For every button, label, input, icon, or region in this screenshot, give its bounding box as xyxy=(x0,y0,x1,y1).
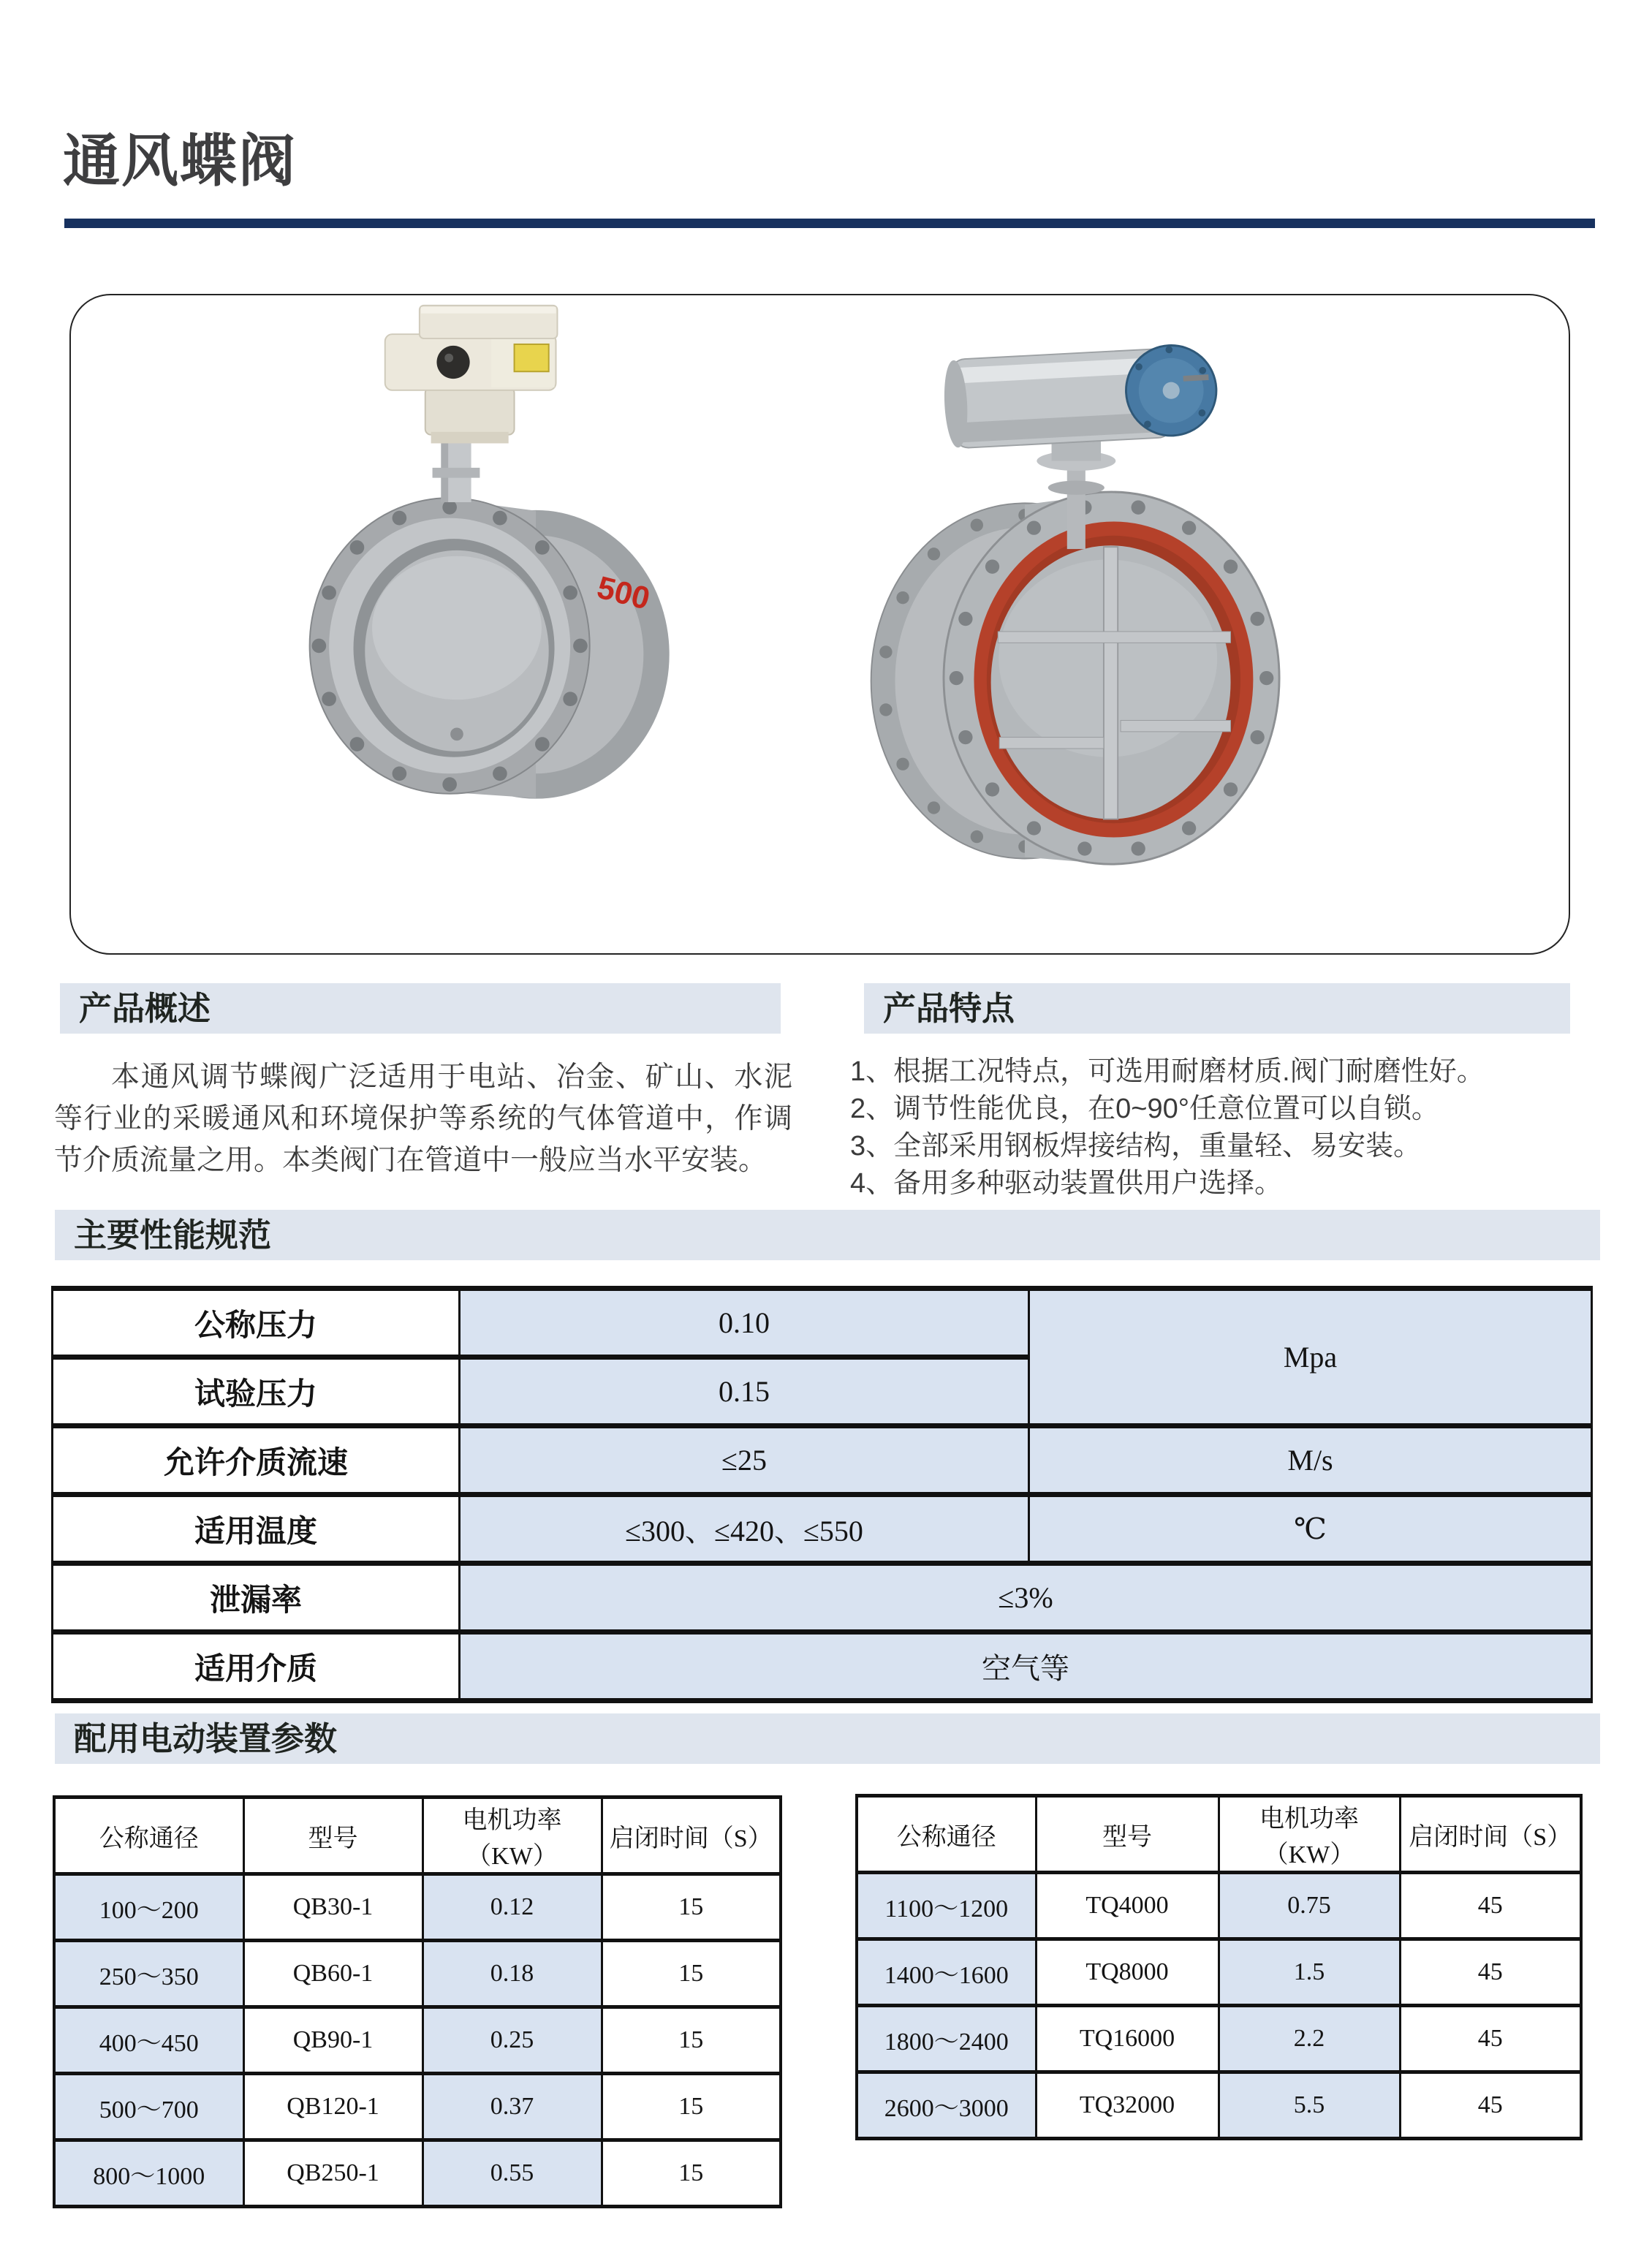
column-header: 公称通径 xyxy=(54,1798,243,1874)
perf-value-cell: 空气等 xyxy=(460,1632,1592,1701)
device-cell: 0.18 xyxy=(423,1941,602,2007)
device-cell: 400～450 xyxy=(54,2007,243,2074)
actuator-knob xyxy=(436,346,469,379)
disc-vertical-rib xyxy=(1104,547,1118,819)
table-row xyxy=(54,2140,781,2207)
electric-actuator xyxy=(385,306,558,444)
device-cell: 45 xyxy=(1400,1873,1581,1939)
section-header-devices: 配用电动装置参数 xyxy=(55,1713,1600,1764)
device-cell: 45 xyxy=(1400,2006,1581,2072)
column-header: 电机功率（KW） xyxy=(1219,1796,1400,1873)
section-header-performance: 主要性能规范 xyxy=(55,1210,1600,1260)
page-title: 通风蝶阀 xyxy=(63,129,298,193)
device-cell: 1400～1600 xyxy=(857,1939,1036,2006)
device-cell: 1800～2400 xyxy=(857,2006,1036,2072)
device-cell: 0.37 xyxy=(423,2074,602,2140)
feature-item: 3、全部采用钢板焊接结构，重量轻、易安装。 xyxy=(850,1131,1422,1162)
perf-value-cell: ≤25 xyxy=(460,1426,1029,1495)
disc-horizontal-rib xyxy=(998,632,1230,643)
valve-front-flange xyxy=(944,492,1279,864)
perf-label-cell: 试验压力 xyxy=(53,1357,460,1426)
performance-table xyxy=(51,1286,1593,1703)
electric-valve-photo xyxy=(204,301,707,947)
device-cell: 45 xyxy=(1400,2072,1581,2139)
device-cell: 0.75 xyxy=(1219,1873,1400,1939)
device-cell: QB60-1 xyxy=(243,1941,423,2007)
device-cell: QB90-1 xyxy=(243,2007,423,2074)
table-row xyxy=(53,1495,1592,1564)
device-cell: 15 xyxy=(602,2007,781,2074)
table-row xyxy=(54,1874,781,1941)
device-cell: 0.55 xyxy=(423,2140,602,2207)
device-cell: 15 xyxy=(602,1941,781,2007)
column-header: 型号 xyxy=(243,1798,423,1874)
column-header: 型号 xyxy=(1036,1796,1219,1873)
table-row xyxy=(53,1289,1592,1357)
features-list xyxy=(850,1053,1625,1202)
valve-size-marking: 500 xyxy=(594,569,653,617)
valve-stem xyxy=(1067,458,1085,549)
table-row xyxy=(53,1426,1592,1495)
device-cell: QB120-1 xyxy=(243,2074,423,2140)
section-header-features: 产品特点 xyxy=(864,983,1570,1034)
table-row xyxy=(54,2007,781,2074)
product-image-panel xyxy=(69,294,1570,955)
device-cell: 800～1000 xyxy=(54,2140,243,2207)
perf-label-cell: 允许介质流速 xyxy=(53,1426,460,1495)
perf-label-cell: 公称压力 xyxy=(53,1289,460,1357)
device-cell: TQ8000 xyxy=(1036,1939,1219,2006)
pneumatic-actuator xyxy=(942,343,1219,449)
perf-value-cell: 0.15 xyxy=(460,1357,1029,1426)
actuator-label xyxy=(515,344,549,371)
column-header: 公称通径 xyxy=(857,1796,1036,1873)
device-cell: 15 xyxy=(602,2074,781,2140)
device-cell: 45 xyxy=(1400,1939,1581,2006)
device-cell: 5.5 xyxy=(1219,2072,1400,2139)
perf-value-cell: ≤3% xyxy=(460,1564,1592,1632)
device-cell: TQ16000 xyxy=(1036,2006,1219,2072)
device-cell: 0.25 xyxy=(423,2007,602,2074)
perf-label-cell: 泄漏率 xyxy=(53,1564,460,1632)
table-row xyxy=(54,1941,781,2007)
valve-front-flange xyxy=(310,498,590,794)
table-row xyxy=(54,2074,781,2140)
device-cell: QB30-1 xyxy=(243,1874,423,1941)
device-cell: 0.12 xyxy=(423,1874,602,1941)
device-cell: TQ4000 xyxy=(1036,1873,1219,1939)
section-header-overview: 产品概述 xyxy=(60,983,781,1034)
overview-paragraph: 本通风调节蝶阀广泛适用于电站、冶金、矿山、水泥等行业的采暖通风和环境保护等系统的气体管道中，作调节介质流量之用。本类阀门在管道中一般应当水平安装。 xyxy=(54,1061,792,1176)
device-cell: 1.5 xyxy=(1219,1939,1400,2006)
device-cell: 100～200 xyxy=(54,1874,243,1941)
perf-unit-cell: M/s xyxy=(1029,1426,1592,1495)
perf-value-cell: 0.10 xyxy=(460,1289,1029,1357)
device-cell: 15 xyxy=(602,1874,781,1941)
table-row xyxy=(53,1564,1592,1632)
device-table-left xyxy=(53,1795,782,2208)
table-header-row xyxy=(857,1796,1581,1873)
device-cell: TQ32000 xyxy=(1036,2072,1219,2139)
column-header: 启闭时间（S） xyxy=(1400,1796,1581,1873)
device-cell: 1100～1200 xyxy=(857,1873,1036,1939)
feature-item: 4、备用多种驱动装置供用户选择。 xyxy=(850,1168,1283,1199)
perf-unit-cell: ℃ xyxy=(1029,1495,1592,1564)
feature-item: 1、根据工况特点，可选用耐磨材质.阀门耐磨性好。 xyxy=(850,1056,1485,1087)
column-header: 启闭时间（S） xyxy=(602,1798,781,1874)
table-row xyxy=(857,1873,1581,1939)
device-cell: 2.2 xyxy=(1219,2006,1400,2072)
device-cell: 500～700 xyxy=(54,2074,243,2140)
device-cell: QB250-1 xyxy=(243,2140,423,2207)
title-underline-rule xyxy=(64,219,1595,228)
device-cell: 2600～3000 xyxy=(857,2072,1036,2139)
perf-label-cell: 适用温度 xyxy=(53,1495,460,1564)
device-cell: 250～350 xyxy=(54,1941,243,2007)
column-header: 电机功率（KW） xyxy=(423,1798,602,1874)
table-header-row xyxy=(54,1798,781,1874)
perf-label-cell: 适用介质 xyxy=(53,1632,460,1701)
device-table-right xyxy=(855,1794,1583,2140)
table-row xyxy=(857,2072,1581,2139)
perf-unit-cell: Mpa xyxy=(1029,1289,1592,1426)
feature-item: 2、调节性能优良，在0~90°任意位置可以自锁。 xyxy=(850,1094,1439,1124)
table-row xyxy=(857,1939,1581,2006)
table-row xyxy=(53,1632,1592,1701)
device-cell: 15 xyxy=(602,2140,781,2207)
perf-value-cell: ≤300、≤420、≤550 xyxy=(460,1495,1029,1564)
pneumatic-valve-photo xyxy=(840,313,1404,947)
table-row xyxy=(857,2006,1581,2072)
